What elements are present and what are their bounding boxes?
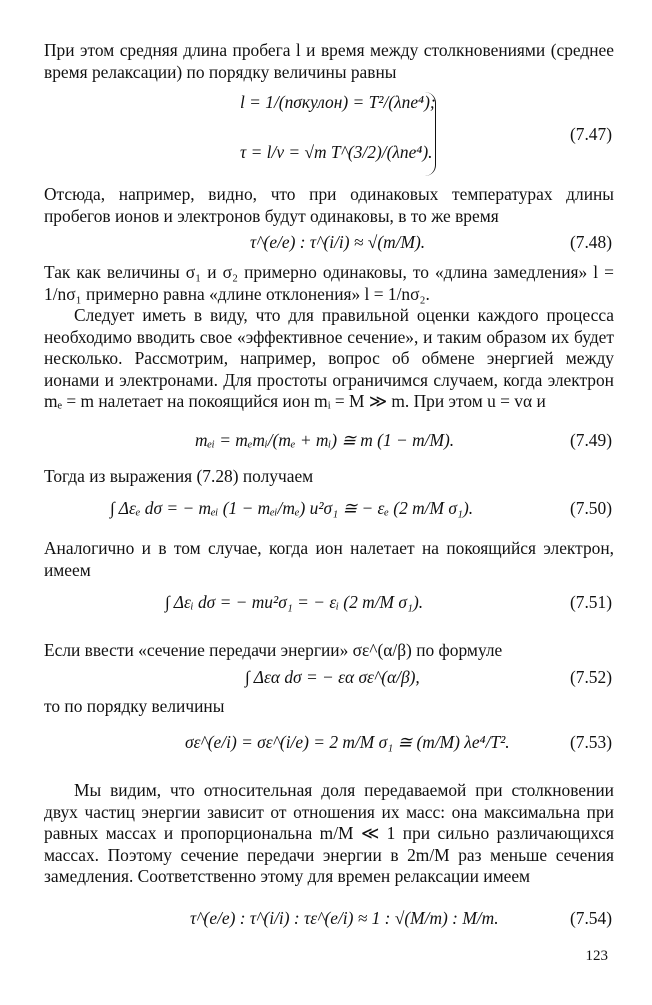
equation-number-7-54: (7.54) [569, 908, 612, 928]
page-number: 123 [585, 948, 608, 964]
equation-number-7-49: (7.49) [569, 430, 612, 450]
equation-7-47-line2: τ = l/v = √m T^(3/2)/(λne⁴). [240, 142, 433, 162]
equation-7-50: ∫ Δεₑ dσ = − mₑᵢ (1 − mₑᵢ/mₑ) u²σ₁ ≅ − εₑ (2 m/M σ₁). [110, 498, 474, 518]
equation-number-7-48: (7.48) [569, 232, 612, 252]
paragraph-9: Мы видим, что относительная доля передаваемой при столкновении двух частиц энергии зависит от отношения их масс: она максимальна при равных массах и пропорциональна m/M ≪ 1 при сильно различающихся массах. Поэтому сечение передачи энергии в 2m/M раз меньше сечения замедления. Соответственно этому для времен релаксации имеем [44, 780, 614, 886]
equation-7-53: σε^(e/i) = σε^(i/e) = 2 m/M σ₁ ≅ (m/M) λe⁴/T². [185, 732, 510, 752]
paragraph-2: Отсюда, например, видно, что при одинаковых температурах длины пробегов ионов и электронов будут одинаковы, в то же время [44, 184, 614, 226]
equation-number-7-50: (7.50) [569, 498, 612, 518]
paragraph-8: то по порядку величины [44, 696, 225, 716]
equation-brace [425, 92, 436, 176]
equation-7-54: τ^(e/e) : τ^(i/i) : τε^(e/i) ≈ 1 : √(M/m) : M/m. [190, 908, 499, 928]
equation-7-47-line1: l = 1/(nσкулон) = T²/(λne⁴); [240, 92, 436, 112]
equation-number-7-52: (7.52) [569, 667, 612, 687]
equation-number-7-47: (7.47) [569, 124, 612, 144]
paragraph-6: Аналогично и в том случае, когда ион налетает на покоящийся электрон, имеем [44, 538, 614, 580]
equation-7-49: mₑᵢ = mₑmᵢ/(mₑ + mᵢ) ≅ m (1 − m/M). [195, 430, 455, 450]
paragraph-3: Так как величины σ₁ и σ₂ примерно одинаковы, то «длина замедления» l = 1/nσ₁ примерно равна «длине отклонения» l = 1/nσ₂. [44, 262, 614, 304]
equation-7-51: ∫ Δεᵢ dσ = − mu²σ₁ = − εᵢ (2 m/M σ₁). [165, 592, 424, 612]
paragraph-4: Следует иметь в виду, что для правильной оценки каждого процесса необходимо вводить свое «эффективное сечение», и таким образом их будет несколько. Рассмотрим, например, вопрос об обмене энергией между ионами и электронами. Для простоты ограничимся случаем, когда электрон mₑ = m налетает на покоящийся ион mᵢ = M ≫ m. При этом u = vα и [44, 305, 614, 411]
equation-number-7-53: (7.53) [569, 732, 612, 752]
paragraph-7: Если ввести «сечение передачи энергии» σε^(α/β) по формуле [44, 640, 503, 660]
paragraph-1: При этом средняя длина пробега l и время между столкновениями (среднее время релаксации) по порядку величины равны [44, 40, 614, 82]
equation-number-7-51: (7.51) [569, 592, 612, 612]
equation-7-52: ∫ Δεα dσ = − εα σε^(α/β), [245, 667, 420, 687]
paragraph-5: Тогда из выражения (7.28) получаем [44, 466, 314, 486]
equation-7-48: τ^(e/e) : τ^(i/i) ≈ √(m/M). [250, 232, 426, 252]
